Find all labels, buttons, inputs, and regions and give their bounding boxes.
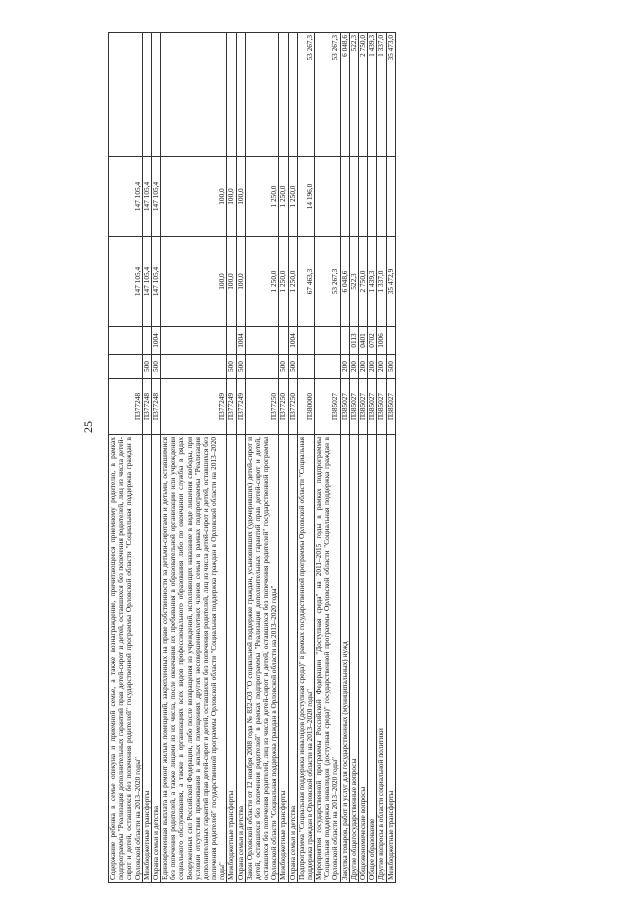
amount-regional-cell: 1 250,0 — [288, 157, 297, 237]
amount-federal-cell: 6 048,6 — [340, 33, 349, 157]
section-code-cell — [386, 327, 395, 355]
row-name-cell: Общее образование — [368, 435, 377, 883]
expense-type-cell — [109, 355, 143, 379]
section-code-cell — [227, 327, 236, 355]
table-row — [297, 33, 314, 883]
row-name-cell: Другие общегосударственные вопросы — [349, 435, 358, 883]
table-row — [227, 33, 236, 883]
amount-federal-cell — [151, 33, 160, 157]
amount-regional-cell — [386, 157, 395, 237]
amount-federal-cell — [236, 33, 245, 157]
amount-federal-cell — [288, 33, 297, 157]
target-code-cell: П385027 — [386, 379, 395, 435]
table-row — [349, 33, 358, 883]
section-code-cell: 1004 — [151, 327, 160, 355]
section-code-cell — [315, 327, 341, 355]
expense-type-cell: 500 — [236, 355, 245, 379]
section-code-cell: 1006 — [377, 327, 386, 355]
amount-federal-cell: 1 337,0 — [377, 33, 386, 157]
table-row — [386, 33, 395, 883]
row-name-cell: Межбюджетные трансферты — [227, 435, 236, 883]
amount-regional-cell: 100,0 — [161, 157, 227, 237]
amount-federal-cell: 522,3 — [349, 33, 358, 157]
row-name-cell: Содержание ребенка в семье опекуна и приемной семье, а также вознаграждение, причитающееся приемному родителю, в рамках подпрограммы "Реализация дополнительных гарантий прав детей-сирот и детей, оставшихся без попечения родителей, лиц из числа детей-сирот и детей, оставшихся без попечения родителей" государственной программы Орловской области "Социальная поддержка граждан в Орловской области на 2013–2020 годы" — [109, 435, 143, 883]
expense-type-cell — [297, 355, 314, 379]
amount-federal-cell — [279, 33, 288, 157]
table-body — [109, 33, 396, 883]
amount-federal-cell: 53 267,3 — [315, 33, 341, 157]
row-name-cell: Закон Орловской области от 12 ноября 2008 года № 832-ОЗ "О социальной поддержке граждан, усыновивших (удочеривших) детей-сирот и детей, оставшихся без попечения родителей" в рамках подпрограммы "Реализация дополнительных гарантий прав детей-сирот и детей, оставшихся без попечения родителей, лиц из числа детей-сирот и детей, оставшихся без попечения родителей" государственной программы Орловской области "Социальная поддержка граждан в Орловской области на 2013–2020 годы" — [245, 435, 279, 883]
target-code-cell: П377249 — [236, 379, 245, 435]
section-code-cell — [279, 327, 288, 355]
amount-regional-cell: 100,0 — [227, 157, 236, 237]
row-name-cell: Закупка товаров, работ и услуг для государственных (муниципальных) нужд — [340, 435, 349, 883]
expense-type-cell: 200 — [377, 355, 386, 379]
section-code-cell: 0113 — [349, 327, 358, 355]
expense-type-cell — [315, 355, 341, 379]
target-code-cell: П377249 — [161, 379, 227, 435]
target-code-cell: П377248 — [151, 379, 160, 435]
section-code-cell — [297, 327, 314, 355]
amount-regional-cell — [358, 157, 367, 237]
budget-table — [108, 32, 396, 883]
amount-regional-cell: 147 105,4 — [109, 157, 143, 237]
target-code-cell: П377248 — [109, 379, 143, 435]
target-code-cell: П385027 — [340, 379, 349, 435]
section-code-cell: 1004 — [288, 327, 297, 355]
section-code-cell — [161, 327, 227, 355]
amount-regional-cell: 14 196,0 — [297, 157, 314, 237]
target-code-cell: П377250 — [245, 379, 279, 435]
amount-total-cell: 1 250,0 — [245, 237, 279, 327]
amount-total-cell: 147 105,4 — [151, 237, 160, 327]
table-row — [377, 33, 386, 883]
expense-type-cell: 500 — [227, 355, 236, 379]
target-code-cell: П377248 — [142, 379, 151, 435]
target-code-cell: П385027 — [358, 379, 367, 435]
amount-regional-cell: 1 250,0 — [279, 157, 288, 237]
expense-type-cell: 200 — [368, 355, 377, 379]
amount-total-cell: 1 250,0 — [279, 237, 288, 327]
expense-type-cell: 200 — [340, 355, 349, 379]
section-code-cell — [340, 327, 349, 355]
amount-total-cell: 100,0 — [236, 237, 245, 327]
row-name-cell: Охрана семьи и детства — [288, 435, 297, 883]
table-row — [142, 33, 151, 883]
expense-type-cell — [161, 355, 227, 379]
amount-total-cell: 6 048,6 — [340, 237, 349, 327]
target-code-cell: П385027 — [349, 379, 358, 435]
amount-regional-cell — [368, 157, 377, 237]
target-code-cell: П377250 — [288, 379, 297, 435]
expense-type-cell: 500 — [142, 355, 151, 379]
table-row — [161, 33, 227, 883]
amount-regional-cell: 147 105,4 — [142, 157, 151, 237]
target-code-cell: П377249 — [227, 379, 236, 435]
expense-type-cell: 500 — [288, 355, 297, 379]
amount-federal-cell — [142, 33, 151, 157]
amount-federal-cell: 53 267,3 — [297, 33, 314, 157]
amount-total-cell: 522,3 — [349, 237, 358, 327]
expense-type-cell — [245, 355, 279, 379]
amount-regional-cell: 1 250,0 — [245, 157, 279, 237]
amount-federal-cell: 35 473,0 — [386, 33, 395, 157]
table-row — [245, 33, 279, 883]
row-name-cell: Охрана семьи и детства — [236, 435, 245, 883]
amount-total-cell: 100,0 — [161, 237, 227, 327]
expense-type-cell: 500 — [151, 355, 160, 379]
table-row — [109, 33, 143, 883]
amount-federal-cell — [227, 33, 236, 157]
table-row — [288, 33, 297, 883]
row-name-cell: Межбюджетные трансферты — [142, 435, 151, 883]
table-row — [236, 33, 245, 883]
row-name-cell: Охрана семьи и детства — [151, 435, 160, 883]
expense-type-cell: 500 — [386, 355, 395, 379]
row-name-cell: Подпрограмма "Социальная поддержка инвалидов (доступная среда)" в рамках государственной программы Орловской области "Социальная поддержка граждан в Орловской области на 2013–2020 годы" — [297, 435, 314, 883]
amount-total-cell: 1 337,0 — [377, 237, 386, 327]
row-name-cell: Другие вопросы в области социальной политики — [377, 435, 386, 883]
table-row — [279, 33, 288, 883]
table-row — [358, 33, 367, 883]
row-name-cell: Межбюджетные трансферты — [386, 435, 395, 883]
target-code-cell: П385027 — [368, 379, 377, 435]
amount-federal-cell: 1 439,3 — [368, 33, 377, 157]
amount-federal-cell: 2 750,0 — [358, 33, 367, 157]
row-name-cell: Мероприятия государственной программы Российской Федерации "Доступная среда" на 2011–2015 годы в рамках подпрограммы "Социальная поддержка инвалидов (доступная среда)" государственной программы Орловской области "Социальная поддержка граждан в Орловской области на 2013–2020 годы" — [315, 435, 341, 883]
amount-regional-cell: 100,0 — [236, 157, 245, 237]
target-code-cell: П380000 — [297, 379, 314, 435]
target-code-cell: П377250 — [279, 379, 288, 435]
amount-total-cell: 100,0 — [227, 237, 236, 327]
expense-type-cell: 200 — [349, 355, 358, 379]
section-code-cell — [109, 327, 143, 355]
amount-total-cell: 147 105,4 — [109, 237, 143, 327]
amount-regional-cell — [349, 157, 358, 237]
amount-total-cell: 1 250,0 — [288, 237, 297, 327]
amount-total-cell: 1 439,3 — [368, 237, 377, 327]
amount-total-cell: 2 750,0 — [358, 237, 367, 327]
row-name-cell: Единовременная выплата на ремонт жилых помещений, закрепленных на праве собственности за детьми-сиротами и детьми, оставшимися без попечения родителей, а также лицами из их числа, после окончания их пребывания в образовательной организации или учреждении социального обслуживания, а также в организациях всех видов профессионального образования либо по окончании службы в рядах Вооруженных сил Российской Федерации, либо после возвращения из учреждений, исполняющих наказание в виде лишения свободы, при условии отсутствия проживания в жилых помещениях других несовершеннолетних членов семьи в рамках подпрограммы "Реализация дополнительных гарантий прав детей-сирот и детей, оставшихся без попечения родителей, лиц из числа детей-сирот и детей, оставшихся без попечения родителей" государственной программы Орловской области "Социальная поддержка граждан в Орловской области на 2013–2020 годы" — [161, 435, 227, 883]
amount-total-cell: 147 105,4 — [142, 237, 151, 327]
amount-regional-cell: 147 105,4 — [151, 157, 160, 237]
amount-regional-cell — [377, 157, 386, 237]
table-row — [340, 33, 349, 883]
target-code-cell: П385027 — [377, 379, 386, 435]
table-row — [315, 33, 341, 883]
section-code-cell: 1004 — [236, 327, 245, 355]
row-name-cell: Межбюджетные трансферты — [279, 435, 288, 883]
amount-total-cell: 53 267,3 — [315, 237, 341, 327]
amount-federal-cell — [109, 33, 143, 157]
amount-total-cell: 35 472,9 — [386, 237, 395, 327]
amount-federal-cell — [161, 33, 227, 157]
section-code-cell — [245, 327, 279, 355]
section-code-cell — [142, 327, 151, 355]
page-number: 25 — [81, 421, 95, 433]
section-code-cell: 0702 — [368, 327, 377, 355]
rotated-table-container — [108, 23, 608, 883]
target-code-cell: П385027 — [315, 379, 341, 435]
amount-regional-cell — [340, 157, 349, 237]
row-name-cell: Общеэкономические вопросы — [358, 435, 367, 883]
section-code-cell: 0401 — [358, 327, 367, 355]
amount-federal-cell — [245, 33, 279, 157]
amount-regional-cell — [315, 157, 341, 237]
expense-type-cell: 500 — [279, 355, 288, 379]
expense-type-cell: 200 — [358, 355, 367, 379]
amount-total-cell: 67 463,3 — [297, 237, 314, 327]
